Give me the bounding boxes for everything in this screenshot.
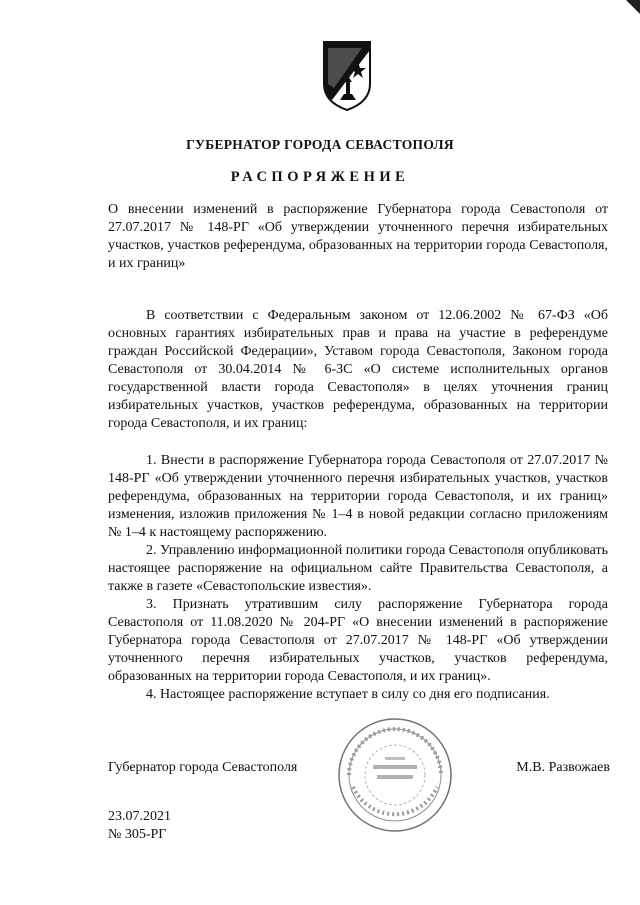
coat-of-arms-icon [322, 40, 372, 112]
signatory-position: Губернатор города Севастополя [108, 760, 298, 775]
document-title: О внесении изменений в распоряжение Губернатора города Севастополя от 27.07.2017 № 148-РГ «Об утверждении уточненного перечня избирательных участков, участков референдума, образованных на территории города Севастополя, и их границ» [108, 202, 608, 271]
official-seal-icon [335, 715, 455, 835]
document-number: № 305-РГ [108, 827, 167, 842]
document-date-number [108, 808, 171, 844]
document-type-heading: РАСПОРЯЖЕНИЕ [230, 169, 410, 185]
signatory-name: М.В. Развожаев [516, 760, 610, 775]
scan-corner-mark [626, 0, 640, 14]
document-date: 23.07.2021 [108, 809, 171, 824]
preamble-paragraph: В соответствии с Федеральным законом от 12.06.2002 № 67-ФЗ «Об основных гарантиях избирательных прав и права на участие в референдуме граждан Российской Федерации», Уставом города Севастополя, Законом города Севастополя от 30.04.2014 № 6-ЗС «О системе исполнительных органов государственной власти города Севастополя» в целях уточнения границ избирательных участков, участков референдума, образованных на территории города Севастополя, и их границ: [108, 308, 608, 431]
order-item-4: 4. Настоящее распоряжение вступает в силу со дня его подписания. [146, 687, 550, 702]
order-item-1: 1. Внести в распоряжение Губернатора города Севастополя от 27.07.2017 № 148-РГ «Об утверждении уточненного перечня избирательных участков, участков референдума, образованных на территории города Севастополя, и их границ» изменения, изложив приложения № 1–4 в новой редакции согласно приложениям № 1–4 к настоящему распоряжению. [108, 453, 608, 540]
order-item-3: 3. Признать утратившим силу распоряжение Губернатора города Севастополя от 11.08.2020 № 204-РГ «О внесении изменений в распоряжение Губернатора города Севастополя от 27.07.2017 № 148-РГ «Об утверждении уточненного перечня избирательных участков, участков референдума, образованных на территории города Севастополя, и их границ». [108, 597, 608, 684]
order-item-2: 2. Управлению информационной политики города Севастополя опубликовать настоящее распоряжение на официальном сайте Правительства Севастополя, а также в газете «Севастопольские известия». [108, 543, 608, 594]
order-items [108, 452, 608, 704]
governor-heading: ГУБЕРНАТОР ГОРОДА СЕВАСТОПОЛЯ [186, 137, 454, 152]
